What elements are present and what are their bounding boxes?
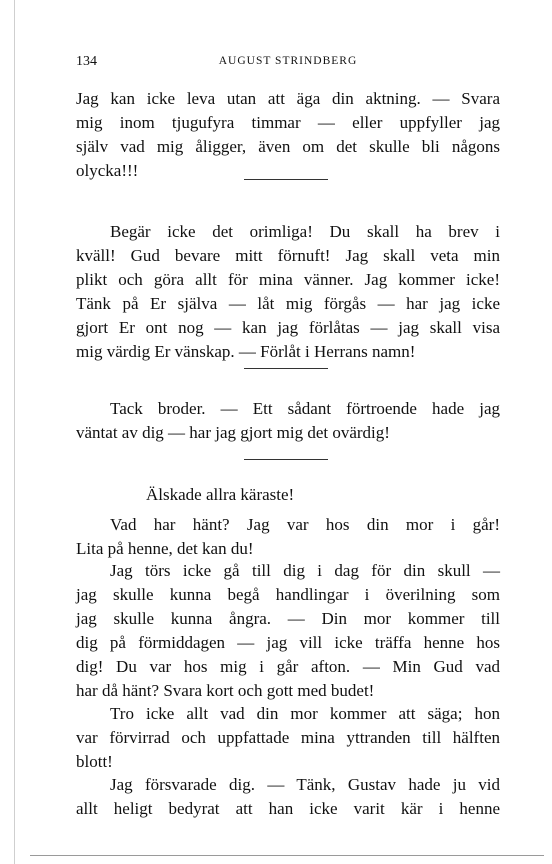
text-line: Tro icke allt vad din mor kommer att säga; hon xyxy=(110,704,500,723)
text-line: jag skulle kunna begå handlingar i överilning som xyxy=(76,585,500,604)
text-line: Vad har hänt? Jag var hos din mor i går! xyxy=(110,515,500,534)
text-line: Lita på henne, det kan du! xyxy=(76,539,254,558)
text-line: plikt och göra allt för mina vänner. Jag kommer icke! xyxy=(76,270,500,289)
letter-salutation: Älskade allra käraste! xyxy=(146,485,295,504)
text-line: väntat av dig — har jag gjort mig det ovärdig! xyxy=(76,423,390,442)
text-line: själv vad mig åligger, även om det skulle bli någons xyxy=(76,137,500,156)
page-header xyxy=(76,54,500,70)
text-line: Begär icke det orimliga! Du skall ha brev i xyxy=(110,222,500,241)
text-line: var förvirrad och uppfattade mina yttranden till hälften xyxy=(76,728,500,747)
text-line: gjort Er ont nog — kan jag förlåtas — jag skall visa xyxy=(76,318,500,337)
text-line: Tack broder. — Ett sådant förtroende hade jag xyxy=(110,399,500,418)
section-separator xyxy=(244,368,328,369)
text-line: olycka!!! xyxy=(76,161,139,180)
page-number: 134 xyxy=(76,54,97,69)
text-line: allt heligt bedyrat att han icke varit kär i henne xyxy=(76,799,500,818)
text-line: Jag försvarade dig. — Tänk, Gustav hade ju vid xyxy=(110,775,500,794)
page-edge-line xyxy=(14,0,15,864)
text-line: dig! Du var hos mig i går afton. — Min Gud vad xyxy=(76,657,500,676)
section-separator xyxy=(244,179,328,180)
text-line: Jag kan icke leva utan att äga din aktning. — Svara xyxy=(76,89,500,108)
text-line: Jag törs icke gå till dig i dag för din skull — xyxy=(110,561,500,580)
text-line: kväll! Gud bevare mitt förnuft! Jag skall veta min xyxy=(76,246,500,265)
text-line: mig inom tjugufyra timmar — eller uppfyller jag xyxy=(76,113,500,132)
text-line: dig på förmiddagen — jag vill icke träffa henne hos xyxy=(76,633,500,652)
text-line: blott! xyxy=(76,752,113,771)
page-bottom-edge xyxy=(30,855,544,856)
running-head: AUGUST STRINDBERG xyxy=(218,55,358,67)
section-separator xyxy=(244,459,328,460)
text-line: har då hänt? Svara kort och gott med budet! xyxy=(76,681,375,700)
text-line: Tänk på Er själva — låt mig förgås — har jag icke xyxy=(76,294,500,313)
text-line: mig värdig Er vänskap. — Förlåt i Herrans namn! xyxy=(76,342,416,361)
text-line: jag skulle kunna ångra. — Din mor kommer till xyxy=(76,609,500,628)
